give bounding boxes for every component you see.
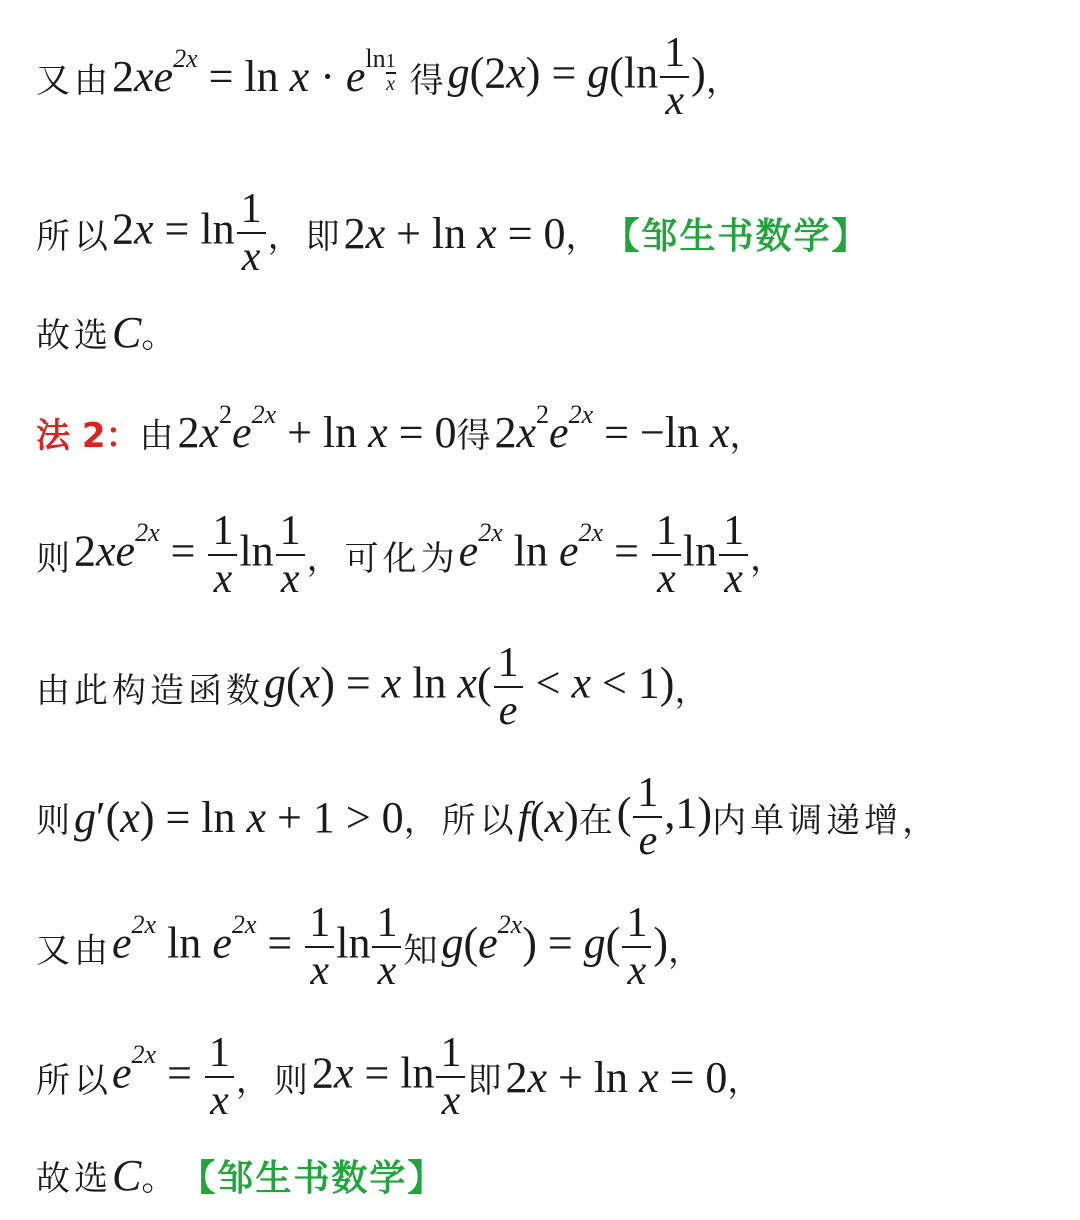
text-zhi: 知 [403,930,442,971]
solution-line-1 [36,22,1066,132]
text-guxuan: 故选 [36,315,112,356]
text-you-you: 又由 [36,60,112,101]
solution-line-3 [36,282,1066,382]
text-ji: ，即 [267,216,344,257]
text-ze: 则 [36,800,74,841]
formula: ( $\frac{1}{e}$ ,1) [616,769,713,864]
text-ze: ，则 [235,1060,312,1101]
punct: ， [674,670,713,711]
formula: $e^{2x}$ $\ln e^{2x}$ = $\frac{1}{x}$ ln $\frac{1}{x}$ [112,900,403,994]
text-suoyi: 所以 [36,216,112,257]
punct: ， [729,415,768,456]
answer-choice: C [112,1150,142,1200]
punct: 。 [141,315,180,356]
formula: 2x + ln x = 0 [343,208,566,258]
punct: 。 [141,1158,180,1199]
solution-line-7 [36,762,1066,872]
formula: f(x) [517,792,579,842]
formula: $g(e^{2x}) = g$( $\frac{1}{x}$ ) [441,899,668,994]
text-suoyi: ，所以 [403,800,518,841]
text-you: 由 [139,415,178,456]
text-de: 得 [409,60,448,101]
formula: $e^{2x}$ $\ln e^{2x}$ = $\frac{1}{x}$ ln $\frac{1}{x}$ [459,508,750,602]
formula: g(2x) = g(ln $\frac{1}{x}$ ) [447,29,706,124]
text-suoyi: 所以 [36,1060,112,1101]
text-ze: 则 [36,538,74,579]
formula: 2x + ln x = 0 [505,1052,728,1102]
punct: ， [727,1060,766,1101]
solution-line-8 [36,892,1066,1002]
solution-line-5 [36,500,1066,610]
answer-choice: C [112,307,142,357]
text-goucao: 由此构造函数 [36,670,264,711]
text-kehuawei: ，可化为 [306,538,459,579]
text-zai: 在 [578,800,617,841]
punct: ， [667,930,706,971]
method-label: 法 2： [36,415,140,456]
formula: g(x) = x ln x( $\frac{1}{e}$ < x < 1) [264,639,675,734]
text-dandiao: 内单调递增， [712,800,941,841]
formula: $2x^2e^{2x} + \ln x = 0$ [177,399,457,457]
solution-line-2 [36,178,1066,288]
solution-line-10 [36,1130,1066,1220]
text-de: 得 [456,415,495,456]
text-you-you: 又由 [36,930,112,971]
solution-line-9 [36,1022,1066,1132]
solution-line-6 [36,632,1066,742]
formula: 2x = ln $\frac{1}{x}$ [112,186,268,280]
formula: g′(x) = ln x + 1 > 0 [74,792,404,842]
punct: ， [750,538,789,579]
punct: ， [565,216,604,257]
formula: $e^{2x}$ = $\frac{1}{x}$ [112,1030,236,1124]
text-ji: 即 [467,1060,506,1101]
punct: ， [705,60,744,101]
source-tag: 【邹生书数学】 [603,215,870,257]
formula: $2xe^{2x}$ = $\frac{1}{x}$ ln $\frac{1}{x}$ [74,508,307,602]
solution-line-4 [36,382,1066,482]
formula: $2xe^{2x} = \ln x \cdot e^{ln \frac{1}{x}}$ [112,44,396,102]
source-tag: 【邹生书数学】 [179,1157,446,1199]
formula: $2x^2e^{2x} = -\ln$ x [494,399,730,457]
formula: 2x = ln $\frac{1}{x}$ [312,1030,468,1124]
text-guxuan: 故选 [36,1158,112,1199]
